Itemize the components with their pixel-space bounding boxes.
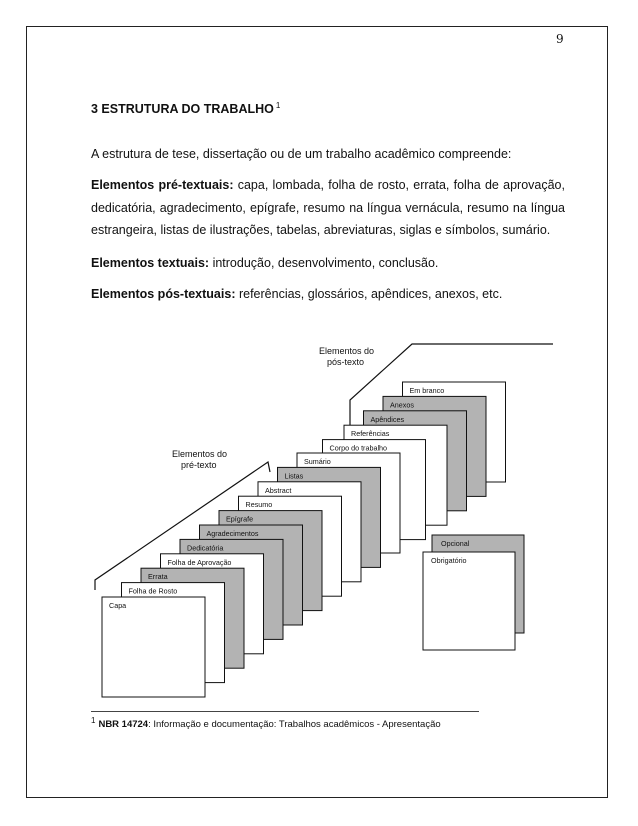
pre-textual-label: Elementos pré-textuais:: [91, 178, 234, 192]
card-label-3: Folha de Aprovação: [167, 557, 232, 567]
card-label-13: Apêndices: [370, 414, 405, 424]
footnote-ref: 1: [275, 101, 281, 110]
card-label-8: Abstract: [265, 485, 292, 495]
card-label-7: Resumo: [245, 500, 273, 510]
footnote-source: NBR 14724: [98, 719, 149, 731]
card-label-0: Capa: [109, 601, 127, 610]
pre-textual-line-1-text: capa, lombada, folha de rosto, errata, folha de aprovação,: [233, 178, 565, 192]
pre-text-label-line-2: pré-texto: [181, 460, 217, 470]
footnote-number: 1: [91, 716, 96, 725]
pre-textual-line-3: estrangeira, listas de ilustrações, tabelas, abreviaturas, siglas e símbolos, sumário.: [91, 223, 551, 237]
post-textual-label: Elementos pós-textuais:: [91, 287, 236, 301]
card-label-10: Sumário: [304, 457, 331, 466]
card-label-5: Agradecimentos: [206, 529, 259, 538]
pre-textual-line-2: dedicatória, agradecimento, epígrafe, resumo na língua vernácula, resumo na língua: [91, 200, 565, 215]
card-label-14: Anexos: [390, 400, 414, 410]
footnote-text: : Informação e documentação: Trabalhos acadêmicos - Apresentação: [148, 719, 441, 731]
card-label-12: Referências: [351, 429, 390, 439]
footnote: [91, 716, 441, 730]
card-label-15: Em branco: [409, 386, 445, 395]
post-text-label-line-1: Elementos do: [319, 346, 375, 356]
card-label-11: Corpo do trabalho: [329, 443, 388, 453]
intro-paragraph: A estrutura de tese, dissertação ou de um trabalho acadêmico compreende:: [91, 147, 512, 161]
card-label-9: Listas: [284, 471, 304, 481]
post-text-label-line-2: pós-texto: [327, 357, 365, 367]
card-label-2: Errata: [148, 572, 168, 582]
card-0: [102, 597, 205, 697]
textual-label: Elementos textuais:: [91, 256, 210, 270]
textual-text: introdução, desenvolvimento, conclusão.: [209, 256, 439, 270]
card-label-6: Epígrafe: [226, 514, 254, 524]
post-textual-text: referências, glossários, apêndices, anexos, etc.: [235, 287, 503, 301]
card-label-4: Dedicatória: [187, 543, 224, 553]
legend-mandatory-label: Obrigatório: [431, 556, 467, 565]
section-heading-text: 3 ESTRUTURA DO TRABALHO: [91, 102, 274, 117]
legend-optional-label: Opcional: [441, 539, 470, 548]
footnote-rule: [91, 711, 479, 712]
pre-text-label-line-1: Elementos do: [172, 449, 228, 459]
page-number: 9: [556, 32, 564, 46]
legend-mandatory-box: [423, 552, 515, 650]
card-label-1: Folha de Rosto: [128, 586, 178, 596]
